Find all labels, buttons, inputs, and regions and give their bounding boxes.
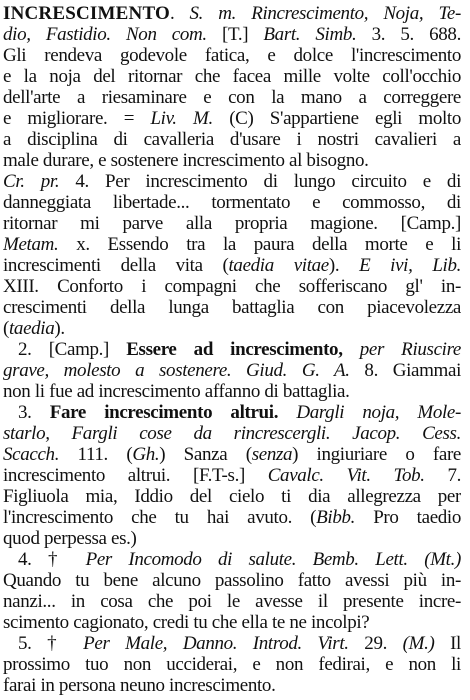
- text-run: Essere ad increscimento,: [126, 339, 343, 360]
- text-run: quod perpessa es.): [3, 528, 137, 549]
- text-run: farai in persona neuno increscimento.: [3, 675, 276, 696]
- text-run: Bart. Simb.: [263, 24, 357, 45]
- entry-line: [3, 107, 461, 130]
- text-run: S. m. Rincrescimento, Noja, Te-: [189, 3, 461, 24]
- entry-line: [3, 317, 461, 340]
- entry-line: [3, 569, 461, 592]
- text-run: Quando tu bene alcuno passolino fatto avessi più in-: [3, 570, 461, 591]
- entry-line: [3, 23, 461, 46]
- text-run: senza: [251, 444, 293, 465]
- text-run: grave, molesto a sostenere. Giud. G. A.: [3, 360, 350, 381]
- entry-line: [3, 65, 461, 88]
- text-run: increscimento altrui. [F.T-s.]: [3, 465, 268, 486]
- entry-line: [18, 548, 461, 571]
- text-run: danneggiata libertade... tormentato e commosso, di: [3, 192, 461, 213]
- text-run: Fare increscimento altrui.: [49, 402, 279, 423]
- text-run: Pro taedio: [355, 507, 461, 528]
- text-run: Cavalc. Vit. Tob.: [267, 465, 425, 486]
- text-run: 5. †: [18, 633, 84, 654]
- text-run: Per Incomodo di salute. Bemb. Lett. (Mt.): [85, 549, 461, 570]
- text-run: Il: [434, 633, 461, 654]
- entry-line: [3, 44, 461, 67]
- text-run: taedia vitae: [228, 255, 329, 276]
- entry-line: [3, 170, 461, 193]
- entry-line: [3, 590, 461, 613]
- text-run: 4. †: [18, 549, 86, 570]
- entry-line: [18, 401, 461, 424]
- text-run: 29.: [348, 633, 403, 654]
- text-run: .: [169, 3, 190, 24]
- text-run: x. Essendo tra la paura della morte e li: [58, 234, 461, 255]
- text-run: Figliuola mia, Iddio del cielo ti dia allegrezza per: [3, 486, 461, 507]
- entry-line: [3, 464, 461, 487]
- text-run: a disciplina di cavalleria d'usare i nostri cavalieri a: [3, 129, 461, 150]
- entry-line: [18, 338, 461, 361]
- text-run: Scacch.: [3, 444, 60, 465]
- text-run: dell'arte a riesaminare e con la mano a correggere: [3, 87, 461, 108]
- text-run: prossimo tuo non ucciderai, e non fedirai, e non li: [3, 654, 461, 675]
- text-run: e migliorare. =: [3, 108, 151, 129]
- entry-line: [3, 443, 461, 466]
- text-run: increscimenti della vita (: [3, 255, 229, 276]
- entry-line: [3, 422, 461, 445]
- text-run: per Riuscire: [342, 339, 461, 360]
- text-run: (M.): [402, 633, 435, 654]
- entry-line: [3, 296, 461, 319]
- text-run: 7.: [424, 465, 461, 486]
- entry-line: [3, 674, 461, 697]
- text-run: crescimenti della lunga battaglia con piacevolezza: [3, 297, 461, 318]
- entry-line: [18, 632, 461, 655]
- text-run: XIII.: [3, 276, 39, 297]
- text-run: ) ingiuriare o fare: [292, 444, 461, 465]
- text-run: Liv. M.: [150, 108, 213, 129]
- entry-line: [3, 254, 461, 277]
- text-run: Gh.: [132, 444, 160, 465]
- text-run: male durare, e sostenere increscimento al bisogno.: [3, 150, 369, 171]
- entry-line: [3, 191, 461, 214]
- text-run: ).: [328, 255, 360, 276]
- entry-line: [3, 359, 461, 382]
- entry-line: [3, 128, 461, 151]
- text-run: Dargli noja, Mole-: [278, 402, 461, 423]
- entry-line: [3, 233, 461, 256]
- text-run: 111. (: [59, 444, 133, 465]
- text-run: scimento cagionato, credi tu che ella te ne incolpi?: [3, 612, 370, 633]
- entry-line: [3, 86, 461, 109]
- text-run: non li fue ad increscimento affanno di battaglia.: [3, 381, 350, 402]
- text-run: ritornar mi parve alla propria magione. [Camp.]: [3, 213, 461, 234]
- entry-line: [3, 653, 461, 676]
- entry-line: [3, 149, 461, 172]
- text-run: E ivi, Lib.: [359, 255, 461, 276]
- text-run: l'increscimento che tu hai avuto. (: [3, 507, 317, 528]
- text-run: (: [3, 318, 9, 339]
- text-run: Metam.: [3, 234, 59, 255]
- text-run: Cr. pr.: [3, 171, 60, 192]
- text-run: 4. Per increscimento di lungo circuito e di: [59, 171, 461, 192]
- text-run: e la noja del ritornar che facea mille volte coll'occhio: [3, 66, 461, 87]
- entry-line: [3, 527, 461, 550]
- text-run: 3.: [18, 402, 50, 423]
- entry-line: [3, 275, 461, 298]
- text-run: 8. Giammai: [349, 360, 461, 381]
- entry-line: [3, 506, 461, 529]
- text-run: Bibb.: [316, 507, 356, 528]
- text-run: Per Male, Danno. Introd. Virt.: [83, 633, 349, 654]
- entry-headline: [3, 2, 461, 25]
- text-run: ).: [54, 318, 65, 339]
- text-run: (C) S'appartiene egli molto: [212, 108, 461, 129]
- text-run: nanzi... in cosa che poi le avesse il presente incre-: [3, 591, 461, 612]
- text-run: 3. 5. 688.: [356, 24, 461, 45]
- text-run: Gli rendeva godevole fatica, e dolce l'increscimento: [3, 45, 461, 66]
- headword: INCRESCIMENTO: [3, 3, 170, 24]
- text-run: Conforto i compagni che sofferiscano gl' in-: [38, 276, 461, 297]
- entry-line: [3, 212, 461, 235]
- text-run: taedia: [8, 318, 55, 339]
- text-run: 2. [Camp.]: [18, 339, 127, 360]
- text-run: starlo, Fargli cose da rincrescergli. Jacop. Cess.: [3, 423, 461, 444]
- entry-line: [3, 611, 461, 634]
- entry-line: [3, 380, 461, 403]
- text-run: dio, Fastidio. Non com.: [3, 24, 207, 45]
- entry-line: [3, 485, 461, 508]
- text-run: ) Sanza (: [159, 444, 252, 465]
- text-run: [T.]: [206, 24, 264, 45]
